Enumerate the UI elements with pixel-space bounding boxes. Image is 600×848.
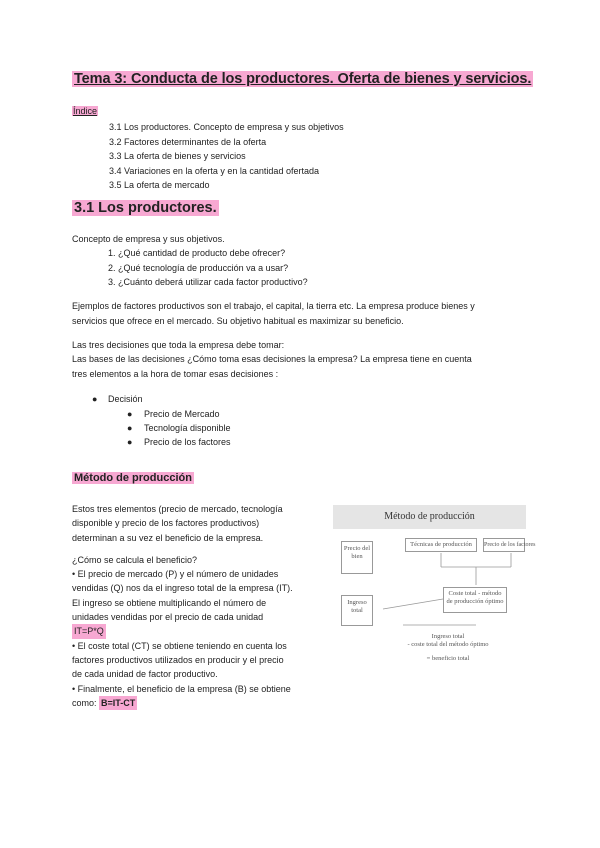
metodo-diagram [333,505,536,675]
text-line: factores productivos utilizados en producir y el precio [72,654,284,665]
bullet-text: Tecnología disponible [144,423,231,433]
toc-item: 3.3 La oferta de bienes y servicios [109,151,246,161]
diagram-box-coste-total [443,587,507,613]
question-item: 1. ¿Qué cantidad de producto debe ofrecer? [108,248,286,258]
text-line: • Finalmente, el beneficio de la empresa (B) se obtiene [72,683,291,694]
question-item: 3. ¿Cuánto deberá utilizar cada factor productivo? [108,277,308,287]
page-title: Tema 3: Conducta de los productores. Oferta de bienes y servicios. [74,71,532,87]
section-heading-3-1: 3.1 Los productores. [74,200,217,216]
text-line: de cada unidad de factor productivo. [72,669,218,680]
text-line: disponible y precio de los factores productivos) [72,518,260,529]
result-coste: - coste total del método óptimo [407,641,489,648]
diagram-box-ingreso-total: Ingreso total [341,595,373,626]
paragraph-line: servicios que ofrece en el mercado. Su objetivo habitual es maximizar su beneficio. [72,316,404,326]
text-line: unidades vendidas por el precio de cada unidad [72,612,264,623]
bullet-text: Precio de los factores [144,437,231,447]
text-line: ¿Cómo se calcula el beneficio? [72,554,198,565]
toc-item: 3.1 Los productores. Concepto de empresa y sus objetivos [109,122,344,132]
indice-label: Índice [73,106,98,116]
connector-line [383,599,443,609]
toc-item: 3.2 Factores determinantes de la oferta [109,136,267,147]
text-line: El ingreso se obtiene multiplicando el número de [72,597,267,608]
metodo-heading: Método de producción [74,472,192,484]
coste-line-2: de producción óptimo [446,598,504,605]
metodo-text-column [72,502,322,710]
bullet-text: Precio de Mercado [144,409,220,419]
diagram-title: Método de producción [333,505,526,529]
question-item: 2. ¿Qué tecnología de producción va a usar? [108,262,289,273]
bullet-dot: ● [92,394,98,404]
paragraph-line: Ejemplos de factores productivos son el trabajo, el capital, la tierra etc. La empresa produce bienes y [72,301,475,311]
bullet-text: Decisión [108,394,143,404]
toc-item: 3.4 Variaciones en la oferta y en la cantidad ofertada [109,165,319,176]
result-ingreso: Ingreso total [431,633,465,640]
bullet-dot: ● [127,409,133,419]
diagram-box-precio-factores: Precio de los factores [483,538,525,552]
text-line: como: [72,697,97,708]
diagram-box-precio-bien: Precio del bien [341,541,373,574]
paragraph-line: Las tres decisiones que toda la empresa debe tomar: [72,340,285,350]
text-line: determinan a su vez el beneficio de la empresa. [72,532,264,543]
bullet-dot: ● [127,437,133,447]
text-line: Estos tres elementos (precio de mercado, tecnología [72,504,283,514]
table-of-contents [109,120,344,193]
diagram-box-tecnicas: Técnicas de producción [405,538,477,552]
coste-line-1: Coste total - método [448,590,502,597]
paragraph-line: Las bases de las decisiones ¿Cómo toma esas decisiones la empresa? La empresa tiene en cuenta [72,354,472,364]
result-beneficio: = beneficio total [426,655,470,662]
text-line: • El coste total (CT) se obtiene teniendo en cuenta los [72,640,287,651]
section-subheading: Concepto de empresa y sus objetivos. [72,234,225,244]
paragraph-line: tres elementos a la hora de tomar esas decisiones : [72,369,279,379]
bullet-dot: ● [127,423,133,433]
formula-it: IT=P*Q [72,624,106,638]
diagram-result [373,633,523,663]
text-line: vendidas (Q) nos da el ingreso total de la empresa (IT). [72,583,293,594]
toc-item: 3.5 La oferta de mercado [109,180,210,190]
formula-b: B=IT-CT [99,696,137,710]
text-line: • El precio de mercado (P) y el número de unidades [72,569,279,580]
questions-list [108,246,308,290]
